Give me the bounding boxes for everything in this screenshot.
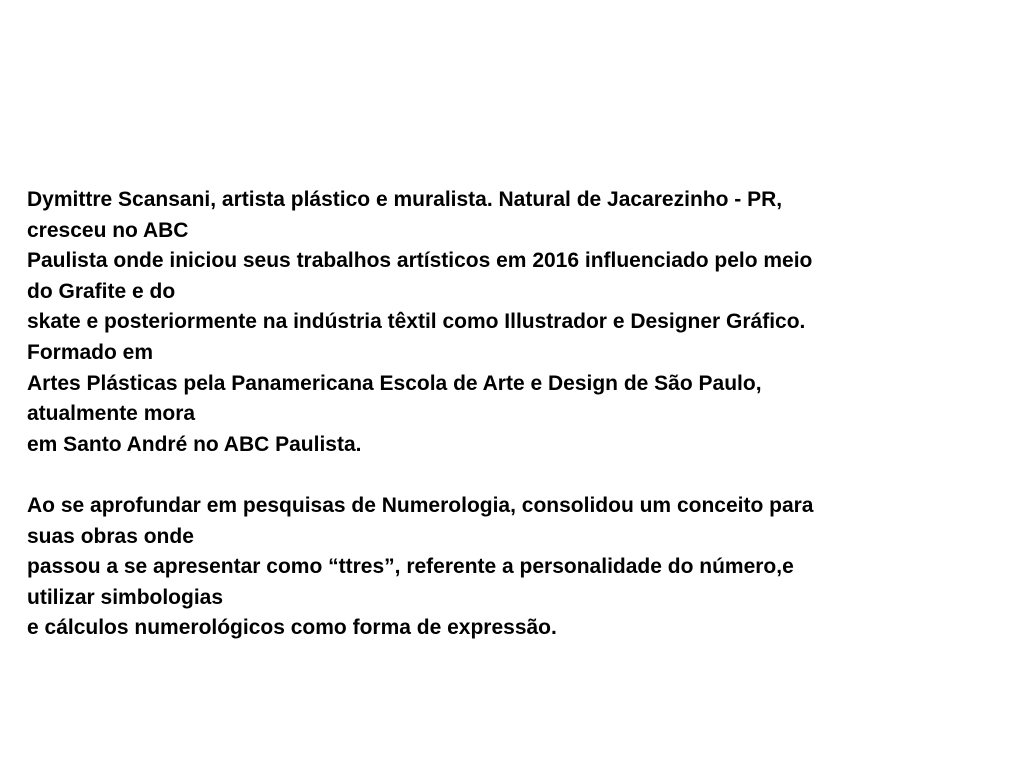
- text-line: passou a se apresentar como “ttres”, referente a personalidade do número,e: [27, 555, 794, 579]
- paragraph-numerology: [27, 491, 814, 644]
- text-line: utilizar simbologias: [27, 585, 224, 609]
- text-line: Artes Plásticas pela Panamericana Escola de Arte e Design de São Paulo,: [27, 371, 762, 395]
- text-line: do Grafite e do: [27, 279, 176, 303]
- text-line: skate e posteriormente na indústria têxtil como Illustrador e Designer Gráfico.: [27, 310, 806, 334]
- text-line: cresceu no ABC: [27, 218, 189, 242]
- document-body: [27, 185, 814, 644]
- text-line: Formado em: [27, 340, 154, 364]
- text-line: Ao se aprofundar em pesquisas de Numerologia, consolidou um conceito para: [27, 493, 814, 517]
- text-line: em Santo André no ABC Paulista.: [27, 432, 362, 456]
- text-line: Paulista onde iniciou seus trabalhos artísticos em 2016 influenciado pelo meio: [27, 249, 813, 273]
- paragraph-biography: [27, 185, 814, 460]
- text-line: atualmente mora: [27, 402, 196, 426]
- text-line: Dymittre Scansani, artista plástico e muralista. Natural de Jacarezinho - PR,: [27, 188, 783, 211]
- text-line: suas obras onde: [27, 524, 194, 548]
- text-line: e cálculos numerológicos como forma de expressão.: [27, 616, 557, 640]
